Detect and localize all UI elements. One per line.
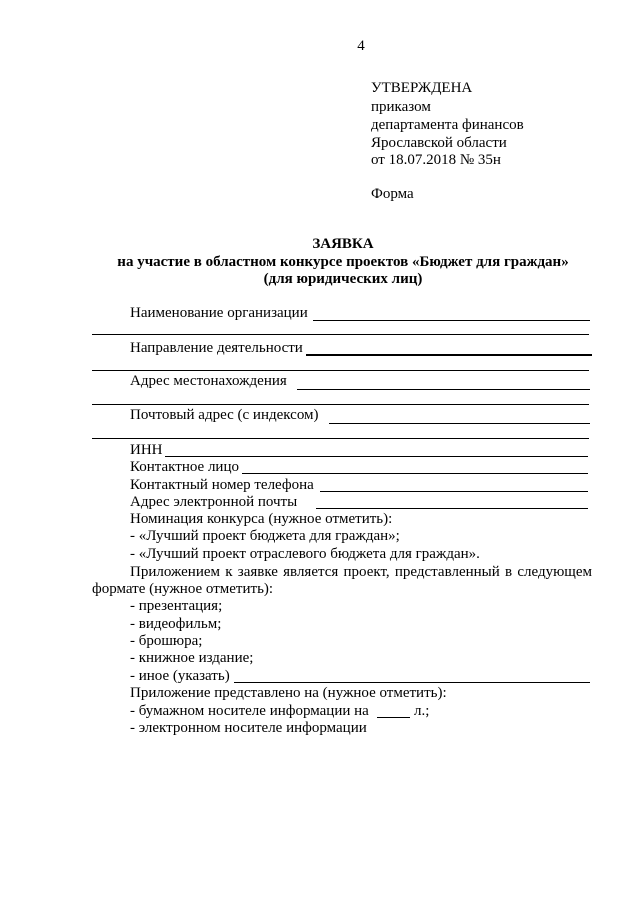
format-paragraph-line-2: формате (нужное отметить): [92,581,274,597]
email-field[interactable] [316,508,588,509]
media-option-1-prefix: - бумажном носителе информации на [130,703,369,719]
approval-line-3: Ярославской области [371,135,507,151]
format-option-4: - книжное издание; [130,650,254,666]
address-label: Адрес местонахождения [130,373,287,389]
format-option-2: - видеофильм; [130,616,222,632]
postal-field-continued[interactable] [92,438,589,439]
address-field-continued[interactable] [92,404,589,405]
media-option-2: - электронном носителе информации [130,720,367,736]
address-field[interactable] [297,389,590,390]
approval-status: УТВЕРЖДЕНА [371,80,473,96]
activity-label: Направление деятельности [130,340,303,356]
media-heading: Приложение представлено на (нужное отметить): [130,685,447,701]
nomination-option-1: - «Лучший проект бюджета для граждан»; [130,528,400,544]
org-name-label: Наименование организации [130,305,308,321]
title-main: ЗАЯВКА [312,236,374,252]
activity-field-continued[interactable] [92,370,589,371]
title-line-3: (для юридических лиц) [263,271,423,287]
format-other-field[interactable] [234,682,590,683]
form-label: Форма [371,186,414,202]
postal-label: Почтовый адрес (с индексом) [130,407,319,423]
phone-label: Контактный номер телефона [130,477,314,493]
inn-label: ИНН [130,442,163,458]
activity-field[interactable] [306,354,592,356]
contact-label: Контактное лицо [130,459,239,475]
approval-line-4: от 18.07.2018 № 35н [371,152,501,168]
inn-field[interactable] [165,456,588,457]
org-name-field-continued[interactable] [92,334,589,335]
format-paragraph-line-1: Приложением к заявке является проект, представленный в следующем [130,564,592,580]
contact-field[interactable] [242,473,588,474]
phone-field[interactable] [320,491,588,492]
nomination-heading: Номинация конкурса (нужное отметить): [130,511,393,527]
media-pages-field[interactable] [377,717,410,718]
title-line-2: на участие в областном конкурсе проектов «Бюджет для граждан» [117,254,569,270]
media-option-1-suffix: л.; [414,703,430,719]
format-option-3: - брошюра; [130,633,203,649]
postal-field[interactable] [329,423,590,424]
approval-line-2: департамента финансов [371,117,524,133]
nomination-option-2: - «Лучший проект отраслевого бюджета для граждан». [130,546,480,562]
format-option-5: - иное (указать) [130,668,230,684]
email-label: Адрес электронной почты [130,494,298,510]
page-number: 4 [357,38,365,54]
format-option-1: - презентация; [130,598,223,614]
approval-line-1: приказом [371,99,431,115]
org-name-field[interactable] [313,320,590,321]
